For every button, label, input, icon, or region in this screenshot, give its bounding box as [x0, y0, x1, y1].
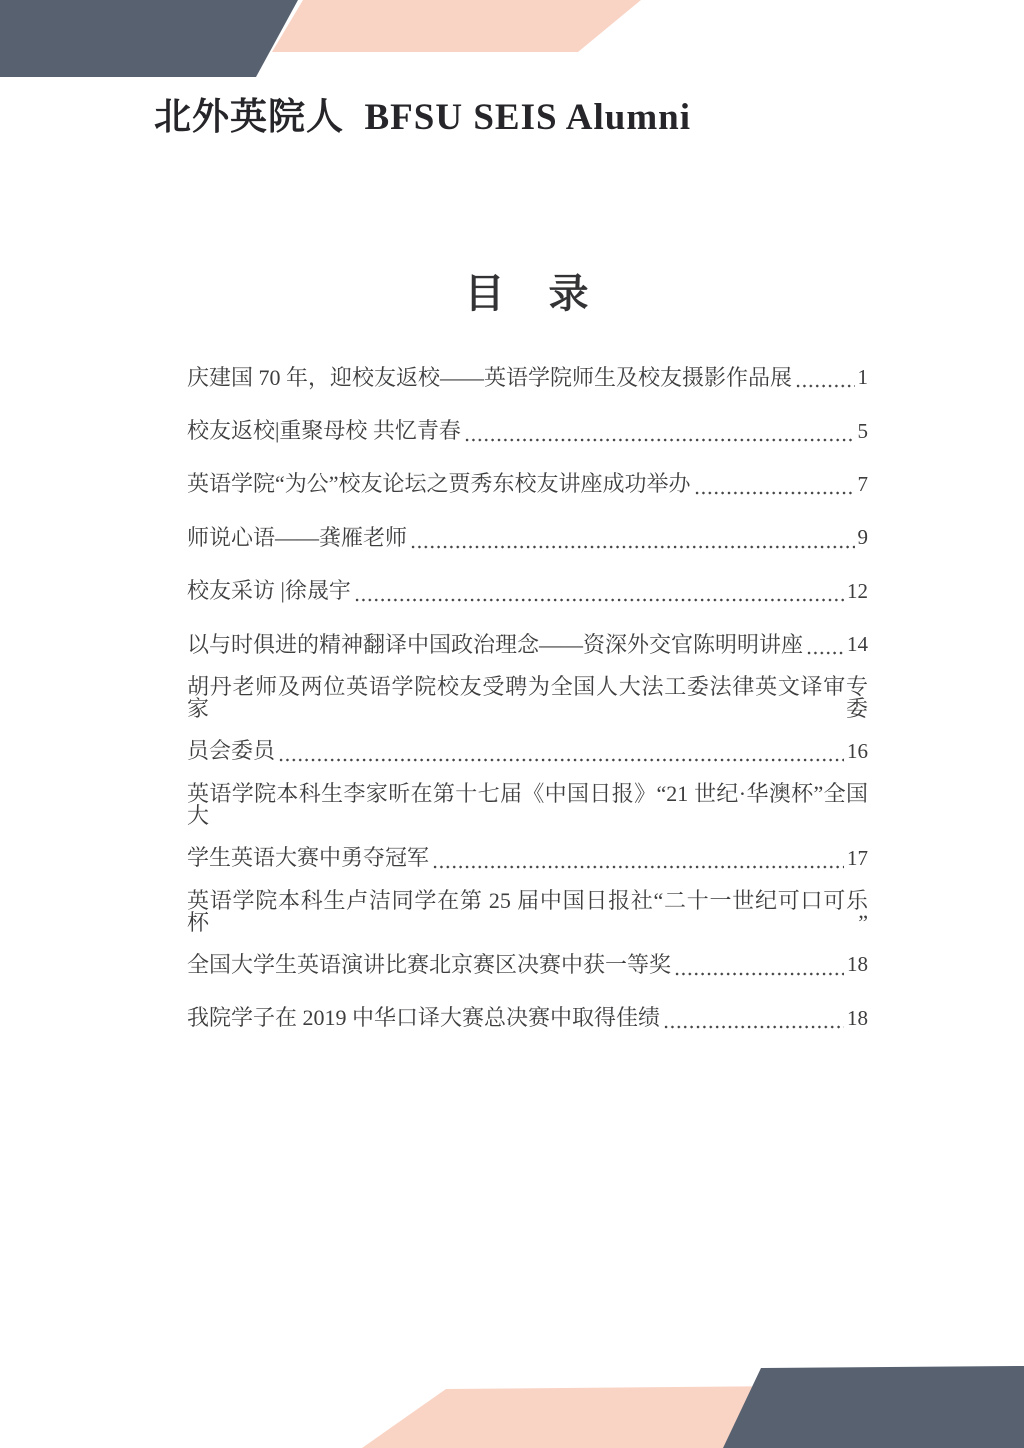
- dot-leader: [695, 458, 855, 511]
- toc-entry[interactable]: [187, 938, 868, 991]
- toc-entry[interactable]: [187, 832, 868, 885]
- dot-leader: [796, 351, 854, 404]
- toc-entry-title: 师说心语——龚雁老师: [187, 524, 408, 550]
- toc-entry-title: 英语学院本科生卢洁同学在第 25 届中国日报社“二十一世纪可口可乐杯”: [187, 887, 868, 935]
- toc-entry[interactable]: [187, 992, 868, 1045]
- toc-entry[interactable]: [187, 351, 868, 404]
- dot-leader: [465, 404, 855, 457]
- table-of-contents: [187, 351, 868, 1045]
- toc-entry-continued[interactable]: [187, 885, 868, 938]
- dot-leader: [355, 565, 844, 618]
- toc-entry-page: 14: [847, 632, 868, 657]
- toc-entry-page: 1: [857, 365, 868, 390]
- toc-entry[interactable]: [187, 565, 868, 618]
- toc-entry-page: 5: [857, 418, 868, 443]
- top-pink-shape: [272, 0, 641, 52]
- toc-entry-continued[interactable]: [187, 778, 868, 831]
- toc-entry-title: 员会委员: [187, 738, 276, 764]
- toc-entry[interactable]: [187, 458, 868, 511]
- dot-leader: [411, 511, 854, 564]
- toc-entry-title: 英语学院本科生李家昕在第十七届《中国日报》“21 世纪·华澳杯”全国大: [187, 780, 868, 828]
- dot-leader: [675, 938, 844, 991]
- dot-leader: [433, 832, 844, 885]
- page-title: 北外英院人 BFSU SEIS Alumni: [154, 96, 692, 138]
- toc-entry-title: 英语学院“为公”校友论坛之贾秀东校友讲座成功举办: [187, 471, 691, 497]
- dot-leader: [279, 725, 844, 778]
- toc-entry[interactable]: [187, 404, 868, 457]
- dot-leader: [807, 618, 844, 671]
- bottom-pink-shape: [362, 1384, 1024, 1448]
- toc-entry[interactable]: [187, 618, 868, 671]
- toc-entry-page: 9: [857, 525, 868, 550]
- toc-entry-title: 校友采访 |徐晟宇: [187, 578, 351, 604]
- toc-entry-page: 12: [847, 578, 868, 603]
- toc-entry-title: 全国大学生英语演讲比赛北京赛区决赛中获一等奖: [187, 951, 672, 977]
- top-left-slate-shape: [0, 0, 298, 77]
- toc-entry-title: 胡丹老师及两位英语学院校友受聘为全国人大法工委法律英文译审专家委: [187, 674, 868, 722]
- toc-entry-title: 庆建国 70 年，迎校友返校——英语学院师生及校友摄影作品展: [187, 364, 793, 390]
- toc-entry-continued[interactable]: [187, 671, 868, 724]
- toc-entry-page: 18: [847, 1005, 868, 1030]
- bottom-right-slate-shape: [723, 1366, 1024, 1448]
- toc-heading: 目 录: [464, 271, 591, 316]
- toc-entry-page: 17: [847, 845, 868, 870]
- toc-entry[interactable]: [187, 725, 868, 778]
- toc-entry-title: 以与时俱进的精神翻译中国政治理念——资深外交官陈明明讲座: [187, 631, 804, 657]
- toc-entry[interactable]: [187, 511, 868, 564]
- toc-entry-title: 学生英语大赛中勇夺冠军: [187, 845, 430, 871]
- toc-entry-title: 我院学子在 2019 中华口译大赛总决赛中取得佳绩: [187, 1005, 661, 1031]
- toc-entry-title: 校友返校|重聚母校 共忆青春: [187, 418, 461, 444]
- toc-entry-page: 16: [847, 738, 868, 763]
- toc-entry-page: 18: [847, 952, 868, 977]
- toc-entry-page: 7: [857, 471, 868, 496]
- dot-leader: [664, 992, 844, 1045]
